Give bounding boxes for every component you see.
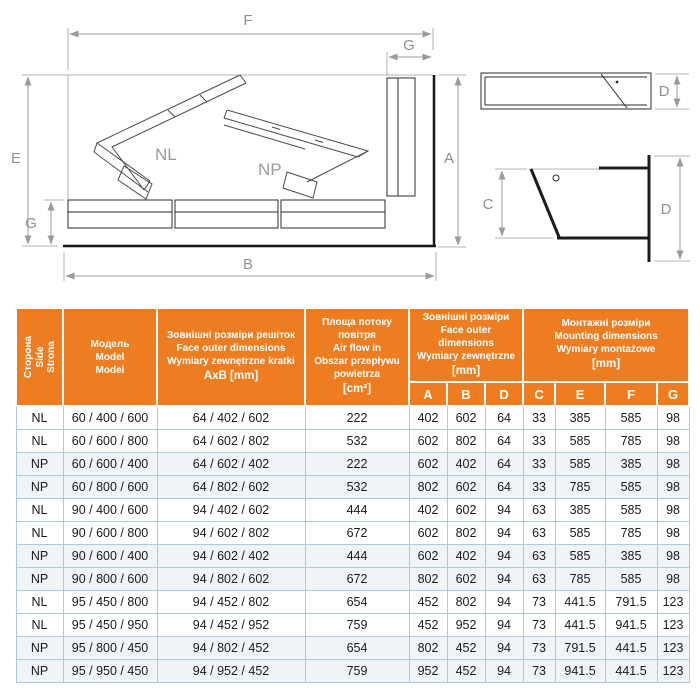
dimensions-table bbox=[15, 307, 690, 683]
cell: 402 bbox=[447, 453, 485, 476]
cell: 33 bbox=[523, 430, 555, 453]
cell: 60 / 600 / 800 bbox=[63, 430, 157, 453]
cell: 94 / 602 / 402 bbox=[157, 545, 305, 568]
cell: 73 bbox=[523, 637, 555, 660]
cell: NL bbox=[16, 591, 63, 614]
table-row bbox=[16, 453, 689, 476]
col-header-airflow bbox=[305, 308, 409, 406]
cell: 94 bbox=[485, 522, 523, 545]
cell: 785 bbox=[555, 476, 605, 499]
cell: 759 bbox=[305, 660, 409, 683]
mounting-label-uk: Монтажні розміри bbox=[561, 318, 651, 330]
cell: NP bbox=[16, 476, 63, 499]
dim-label-g-top: G bbox=[403, 37, 415, 54]
mounting-label-unit: [mm] bbox=[591, 358, 621, 371]
label-np: NP bbox=[258, 160, 282, 179]
cell: 90 / 800 / 600 bbox=[63, 568, 157, 591]
dim-label-f: F bbox=[243, 12, 253, 29]
cell: 585 bbox=[605, 476, 657, 499]
cell: 123 bbox=[657, 614, 689, 637]
cell: 585 bbox=[605, 406, 657, 430]
cell: 64 / 602 / 402 bbox=[157, 453, 305, 476]
cell: 94 / 452 / 802 bbox=[157, 591, 305, 614]
table-row bbox=[16, 591, 689, 614]
cell: 94 bbox=[485, 660, 523, 683]
cell: 385 bbox=[605, 545, 657, 568]
dim-label-e: E bbox=[10, 150, 22, 167]
cell: 585 bbox=[605, 499, 657, 522]
cell: NL bbox=[16, 522, 63, 545]
cell: 64 bbox=[485, 406, 523, 430]
cell: 602 bbox=[409, 522, 447, 545]
airflow-label-en: Air flow in bbox=[332, 343, 382, 355]
cell: 63 bbox=[523, 545, 555, 568]
cell: 802 bbox=[409, 476, 447, 499]
cell: 785 bbox=[555, 568, 605, 591]
cell: 63 bbox=[523, 499, 555, 522]
grille-label-pl: Wymiary zewnętrzne kratki bbox=[167, 356, 295, 368]
dim-label-d-front: D bbox=[658, 83, 670, 100]
cell: 98 bbox=[657, 499, 689, 522]
cell: 802 bbox=[447, 430, 485, 453]
table-row bbox=[16, 545, 689, 568]
subcol-c: C bbox=[523, 382, 555, 406]
cell: 441.5 bbox=[605, 637, 657, 660]
cell: 385 bbox=[605, 453, 657, 476]
side-view bbox=[483, 155, 690, 262]
cell: 602 bbox=[447, 476, 485, 499]
cell: 90 / 600 / 800 bbox=[63, 522, 157, 545]
dim-f bbox=[68, 12, 433, 70]
cell: 64 / 802 / 602 bbox=[157, 476, 305, 499]
cell: 123 bbox=[657, 660, 689, 683]
dim-a bbox=[438, 75, 466, 247]
face-outer-label-pl: Wymiary zewnętrzne bbox=[416, 350, 516, 362]
cell: NL bbox=[16, 430, 63, 453]
cell: 585 bbox=[555, 522, 605, 545]
subcol-b: B bbox=[447, 382, 485, 406]
face-outer-label-uk: Зовнішні розміри bbox=[422, 311, 510, 323]
col-group-mounting bbox=[523, 308, 689, 382]
table-row bbox=[16, 568, 689, 591]
label-nl: NL bbox=[155, 145, 177, 164]
cell: 94 bbox=[485, 499, 523, 522]
cell: 941.5 bbox=[555, 660, 605, 683]
cell: 402 bbox=[409, 406, 447, 430]
cell: 941.5 bbox=[605, 614, 657, 637]
cell: NP bbox=[16, 660, 63, 683]
cell: 402 bbox=[409, 499, 447, 522]
dim-g-top bbox=[387, 37, 431, 76]
cell: 94 bbox=[485, 614, 523, 637]
cell: 90 / 400 / 600 bbox=[63, 499, 157, 522]
dim-d-front bbox=[655, 74, 689, 109]
table-row bbox=[16, 614, 689, 637]
cell: 402 bbox=[447, 545, 485, 568]
cell: 98 bbox=[657, 406, 689, 430]
cell: 94 / 802 / 602 bbox=[157, 568, 305, 591]
cell: 94 bbox=[485, 568, 523, 591]
table-row bbox=[16, 660, 689, 683]
cell: NL bbox=[16, 499, 63, 522]
mounting-label-pl: Wymiary montażowe bbox=[556, 344, 656, 356]
dim-c bbox=[483, 169, 553, 238]
cell: 452 bbox=[447, 637, 485, 660]
plan-bottom-grille bbox=[68, 200, 385, 228]
cell: 585 bbox=[555, 430, 605, 453]
cell: NL bbox=[16, 614, 63, 637]
cell: 441.5 bbox=[555, 614, 605, 637]
cell: 952 bbox=[447, 614, 485, 637]
col-group-face-outer bbox=[409, 308, 523, 382]
dim-label-c: C bbox=[482, 196, 494, 213]
cell: 672 bbox=[305, 568, 409, 591]
front-view bbox=[481, 73, 689, 109]
cell: 602 bbox=[409, 545, 447, 568]
table-row bbox=[16, 499, 689, 522]
side-label-uk: Сторона bbox=[22, 336, 34, 378]
cell: 64 bbox=[485, 430, 523, 453]
iso-sketch-nl bbox=[94, 75, 246, 199]
dim-label-g-bottom: G bbox=[25, 215, 37, 232]
model-label-uk: Модель bbox=[90, 338, 130, 350]
cell: 222 bbox=[305, 406, 409, 430]
cell: 60 / 800 / 600 bbox=[63, 476, 157, 499]
cell: 98 bbox=[657, 568, 689, 591]
cell: 95 / 450 / 950 bbox=[63, 614, 157, 637]
cell: 672 bbox=[305, 522, 409, 545]
dim-label-b: B bbox=[242, 256, 254, 273]
cell: 452 bbox=[447, 660, 485, 683]
cell: 585 bbox=[605, 568, 657, 591]
subcol-a: A bbox=[409, 382, 447, 406]
col-header-side bbox=[16, 308, 63, 406]
cell: 60 / 600 / 400 bbox=[63, 453, 157, 476]
col-header-model bbox=[63, 308, 157, 406]
mounting-label-en: Mounting dimensions bbox=[554, 331, 658, 343]
side-label-en: Side bbox=[33, 346, 45, 368]
cell: 94 / 402 / 602 bbox=[157, 499, 305, 522]
model-label-pl: Model bbox=[95, 364, 125, 376]
cell: 98 bbox=[657, 430, 689, 453]
cell: 94 bbox=[485, 591, 523, 614]
col-header-grille-dims bbox=[157, 308, 305, 406]
cell: 452 bbox=[409, 591, 447, 614]
cell: 802 bbox=[447, 522, 485, 545]
grille-label-unit: AxB [mm] bbox=[203, 370, 259, 383]
cell: 94 / 952 / 452 bbox=[157, 660, 305, 683]
cell: 759 bbox=[305, 614, 409, 637]
cell: 95 / 800 / 450 bbox=[63, 637, 157, 660]
cell: 602 bbox=[409, 430, 447, 453]
cell: 73 bbox=[523, 591, 555, 614]
cell: 123 bbox=[657, 637, 689, 660]
cell: 73 bbox=[523, 660, 555, 683]
cell: 602 bbox=[447, 406, 485, 430]
table-row bbox=[16, 637, 689, 660]
grille-label-uk: Зовнішні розміри решіток bbox=[167, 330, 295, 342]
cell: 64 bbox=[485, 476, 523, 499]
plan-view bbox=[22, 75, 436, 246]
iso-sketch-np bbox=[224, 110, 368, 198]
subcol-f: F bbox=[605, 382, 657, 406]
cell: 654 bbox=[305, 637, 409, 660]
cell: 602 bbox=[409, 453, 447, 476]
subcol-e: E bbox=[555, 382, 605, 406]
cell: 585 bbox=[555, 545, 605, 568]
cell: 602 bbox=[447, 568, 485, 591]
cell: 802 bbox=[409, 637, 447, 660]
cell: 94 / 802 / 452 bbox=[157, 637, 305, 660]
side-label-pl: Strona bbox=[45, 341, 57, 373]
cell: 64 / 402 / 602 bbox=[157, 406, 305, 430]
dim-b bbox=[64, 252, 436, 281]
cell: NP bbox=[16, 453, 63, 476]
cell: 98 bbox=[657, 476, 689, 499]
cell: 64 bbox=[485, 453, 523, 476]
cell: 654 bbox=[305, 591, 409, 614]
cell: 385 bbox=[555, 499, 605, 522]
cell: 64 / 602 / 802 bbox=[157, 430, 305, 453]
plan-right-grille bbox=[387, 78, 415, 196]
cell: 802 bbox=[409, 568, 447, 591]
cell: 60 / 400 / 600 bbox=[63, 406, 157, 430]
model-label-en: Model bbox=[95, 351, 125, 363]
cell: 802 bbox=[447, 591, 485, 614]
cell: NP bbox=[16, 637, 63, 660]
cell: 95 / 450 / 800 bbox=[63, 591, 157, 614]
cell: 98 bbox=[657, 453, 689, 476]
dim-g-bottom bbox=[25, 200, 64, 244]
table-row bbox=[16, 430, 689, 453]
cell: 94 / 602 / 802 bbox=[157, 522, 305, 545]
grille-label-en: Face outer dimensions bbox=[176, 343, 286, 355]
airflow-label-pl: Obszar przepływu powietrza bbox=[314, 356, 400, 381]
airflow-label-uk: Площа потоку повітря bbox=[322, 317, 392, 342]
cell: 585 bbox=[555, 453, 605, 476]
cell: 95 / 950 / 450 bbox=[63, 660, 157, 683]
cell: 98 bbox=[657, 545, 689, 568]
cell: 444 bbox=[305, 499, 409, 522]
table-row bbox=[16, 522, 689, 545]
cell: 33 bbox=[523, 476, 555, 499]
cell: 33 bbox=[523, 453, 555, 476]
cell: 63 bbox=[523, 522, 555, 545]
cell: 791.5 bbox=[555, 637, 605, 660]
cell: 94 / 452 / 952 bbox=[157, 614, 305, 637]
cell: NL bbox=[16, 406, 63, 430]
face-outer-label-en: Face outer dimensions bbox=[438, 324, 494, 349]
subcol-g: G bbox=[657, 382, 689, 406]
cell: 98 bbox=[657, 522, 689, 545]
cell: 63 bbox=[523, 568, 555, 591]
cell: 33 bbox=[523, 406, 555, 430]
face-outer-label-unit: [mm] bbox=[451, 364, 481, 377]
table-row bbox=[16, 476, 689, 499]
cell: 532 bbox=[305, 430, 409, 453]
cell: 952 bbox=[409, 660, 447, 683]
cell: 441.5 bbox=[555, 591, 605, 614]
cell: 441.5 bbox=[605, 660, 657, 683]
table-row bbox=[16, 406, 689, 430]
cell: 532 bbox=[305, 476, 409, 499]
cell: 444 bbox=[305, 545, 409, 568]
cell: 94 bbox=[485, 637, 523, 660]
cell: 791.5 bbox=[605, 591, 657, 614]
cell: 123 bbox=[657, 591, 689, 614]
cell: 73 bbox=[523, 614, 555, 637]
cell: 785 bbox=[605, 522, 657, 545]
cell: 90 / 600 / 400 bbox=[63, 545, 157, 568]
cell: 222 bbox=[305, 453, 409, 476]
technical-drawing bbox=[0, 0, 700, 300]
dim-label-a: A bbox=[443, 150, 455, 167]
cell: 785 bbox=[605, 430, 657, 453]
dim-label-d-side: D bbox=[660, 201, 672, 218]
subcol-d: D bbox=[485, 382, 523, 406]
airflow-label-unit: [cm²] bbox=[342, 383, 372, 396]
cell: NP bbox=[16, 568, 63, 591]
cell: NP bbox=[16, 545, 63, 568]
cell: 94 bbox=[485, 545, 523, 568]
cell: 452 bbox=[409, 614, 447, 637]
cell: 385 bbox=[555, 406, 605, 430]
dim-d-side bbox=[654, 156, 690, 261]
cell: 602 bbox=[447, 499, 485, 522]
